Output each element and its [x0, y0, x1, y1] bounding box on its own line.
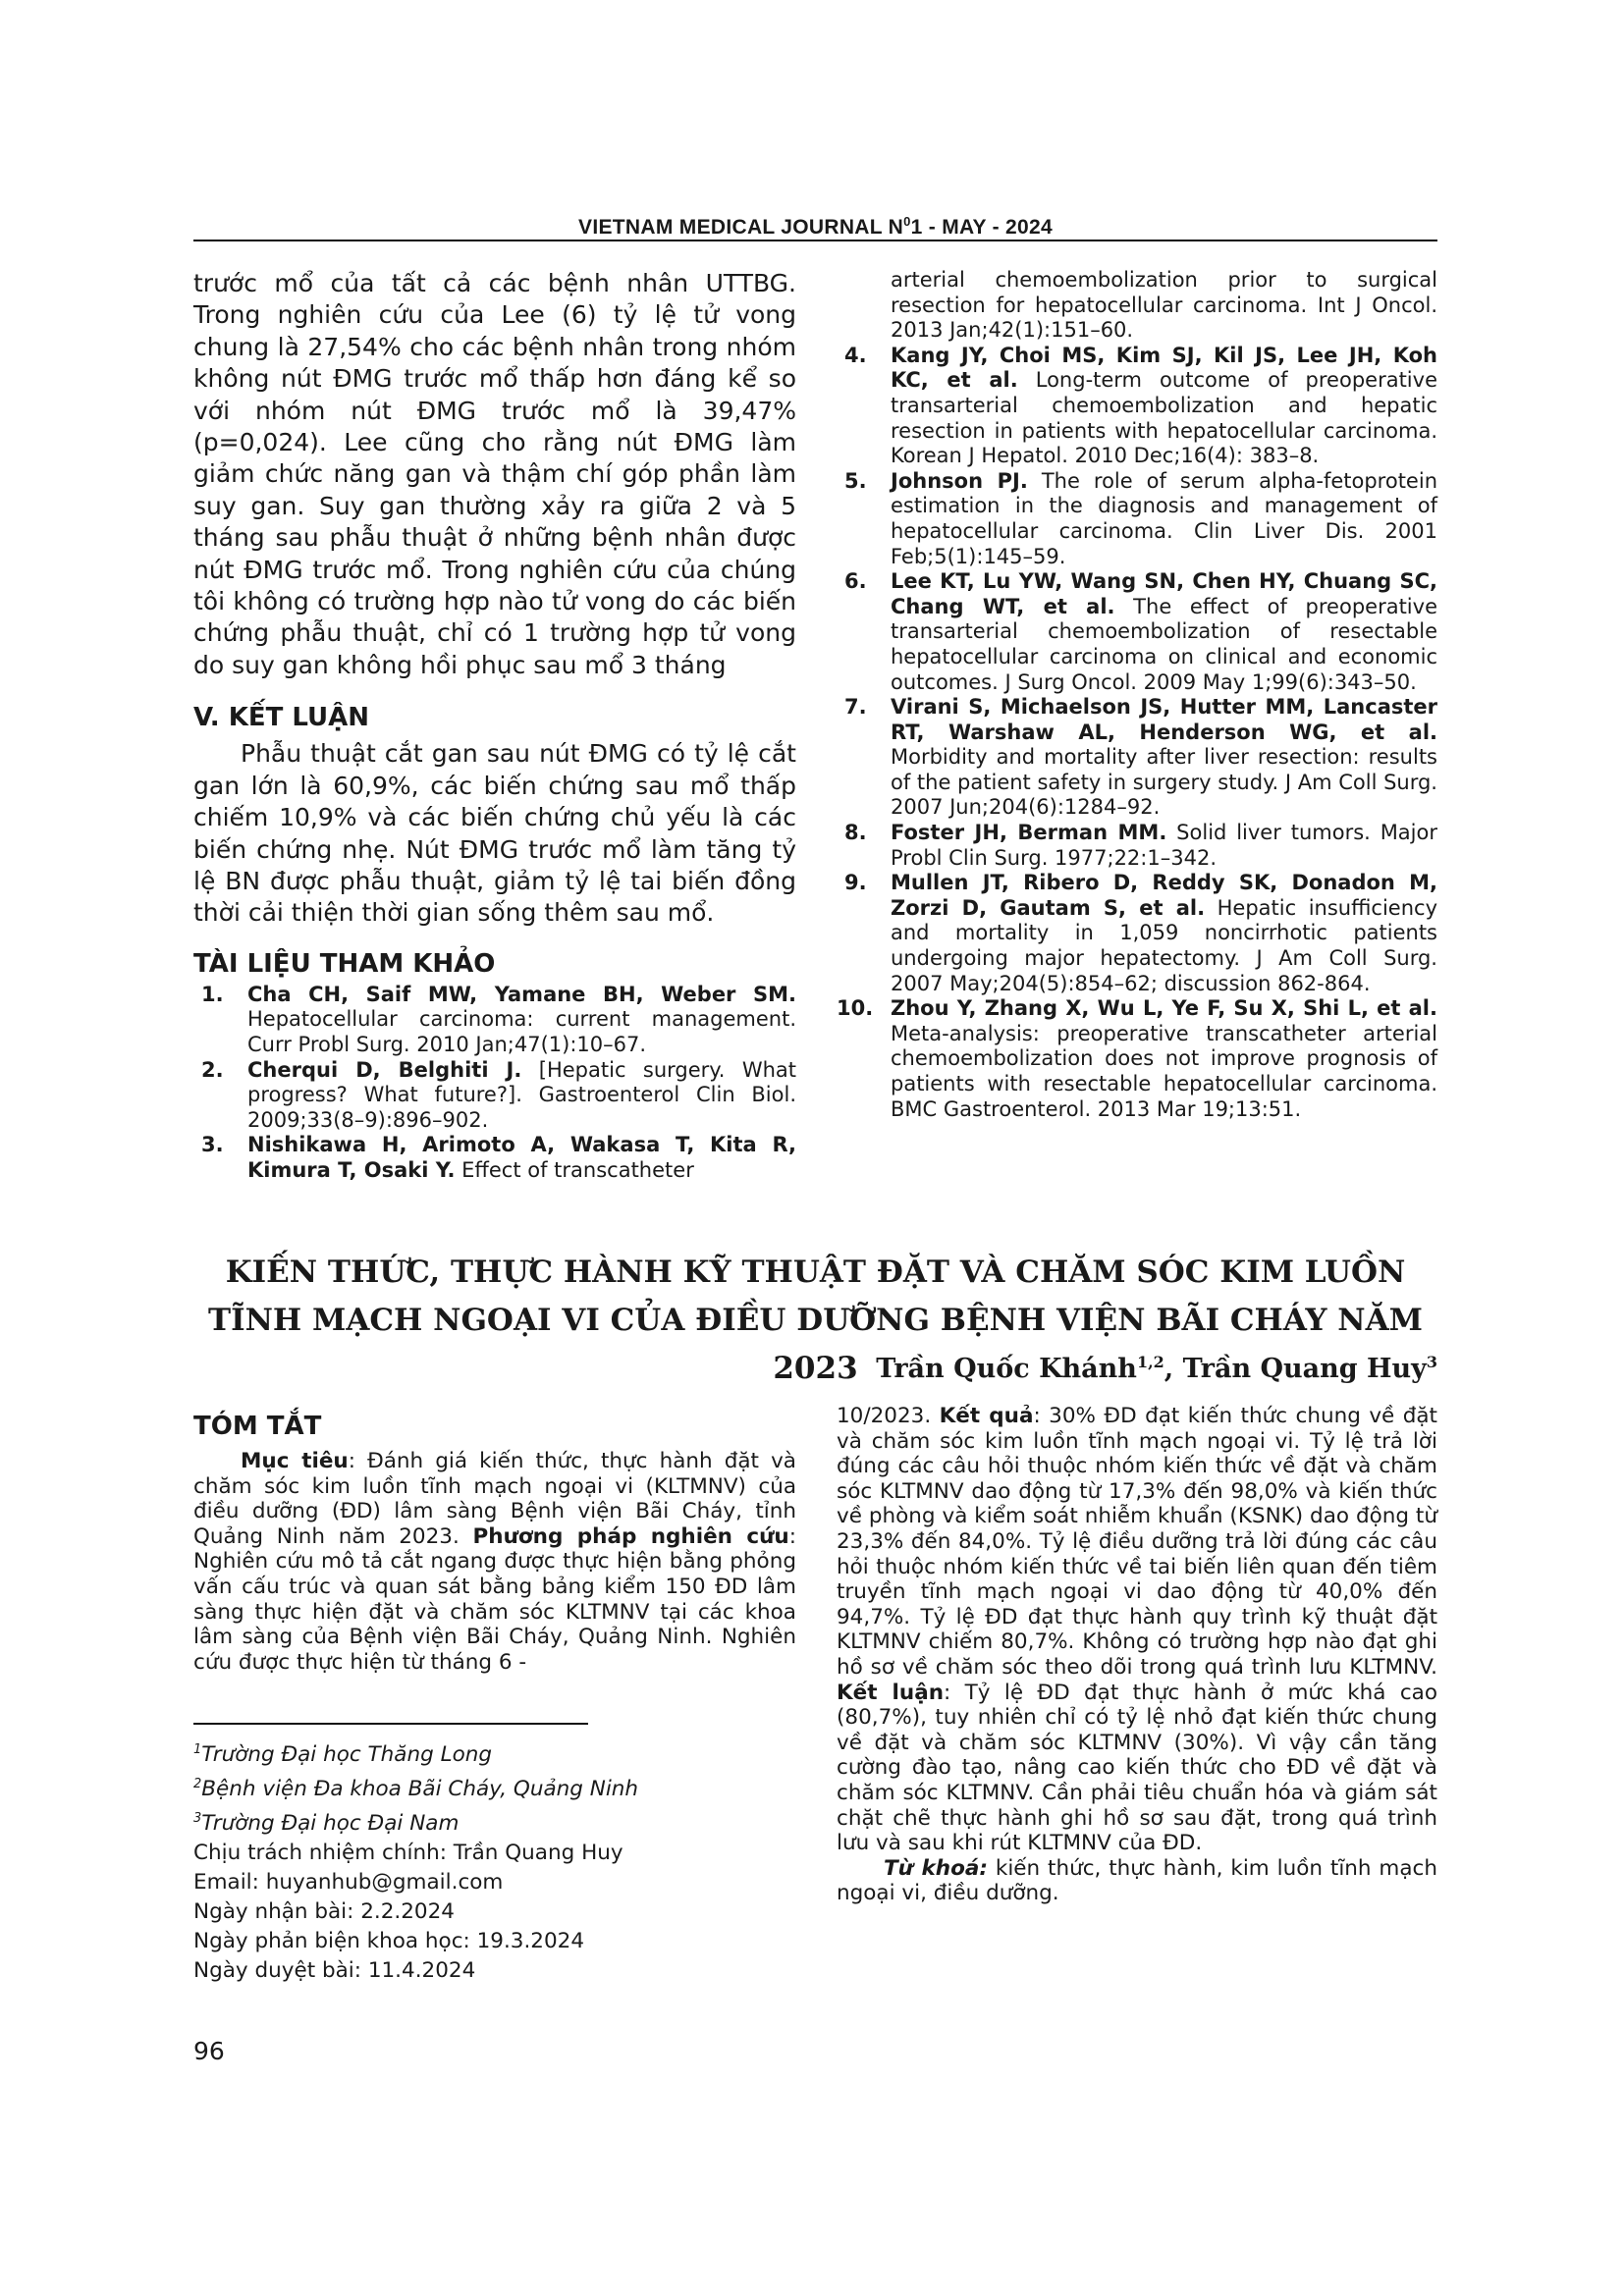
- date-received: Ngày nhận bài: 2.2.2024: [193, 1899, 455, 1925]
- conclusion-paragraph: Phẫu thuật cắt gan sau nút ĐMG có tỷ lệ cắt gan lớn là 60,9%, các biến chứng sau mổ thấp chiếm 10,9% và các biến chứng chủ yếu là các biến chứng nhẹ. Nút ĐMG trước mổ làm tăng tỷ lệ BN được phẫu thuật, giảm tỷ lệ tai biến đồng thời cải thiện thời gian sống thêm sau mổ.: [193, 739, 796, 928]
- left-column: [193, 268, 796, 1183]
- reference-3-continued: arterial chemoembolization prior to surgical resection for hepatocellular carcinoma. Int J Oncol. 2013 Jan;42(1):151–60.: [891, 268, 1437, 343]
- responsible-author: Chịu trách nhiệm chính: Trần Quang Huy: [193, 1841, 623, 1866]
- reference-item: 2. Cherqui D, Belghiti J. [Hepatic surgery. What progress? What future?]. Gastroenterol Clin Biol. 2009;33(8–9):896–902.: [201, 1057, 796, 1132]
- keywords: Từ khoá: kiến thức, thực hành, kim luồn tĩnh mạch ngoại vi, điều dưỡng.: [837, 1855, 1437, 1906]
- reference-item: 3. Nishikawa H, Arimoto A, Wakasa T, Kita R, Kimura T, Osaki Y. Effect of transcatheter: [201, 1133, 796, 1182]
- header-rule: [193, 240, 1437, 241]
- reference-item: 1. Cha CH, Saif MW, Yamane BH, Weber SM. Hepatocellular carcinoma: current management. Curr Probl Surg. 2010 Jan;47(1):10–67.: [201, 982, 796, 1056]
- date-approved: Ngày duyệt bài: 11.4.2024: [193, 1958, 476, 1984]
- email: Email: huyanhub@gmail.com: [193, 1870, 504, 1896]
- conclusion-heading: V. KẾT LUẬN: [193, 703, 370, 733]
- reference-item: 7. Virani S, Michaelson JS, Hutter MM, Lancaster RT, Warshaw AL, Henderson WG, et al. Morbidity and mortality after liver resection: results of the patient safety in surgery study. J Am Coll Surg. 2007 Jun;204(6):1284–92.: [844, 695, 1437, 820]
- abstract-left: [193, 1412, 796, 1675]
- reference-item: 9. Mullen JT, Ribero D, Reddy SK, Donadon M, Zorzi D, Gautam S, et al. Hepatic insufficiency and mortality in 1,059 noncirrhotic patients undergoing major hepatectomy. J Am Coll Surg. 2007 May;204(5):854–62; discussion 862-864.: [844, 871, 1438, 995]
- right-column: [837, 268, 1437, 1122]
- affiliation-3: $^3$Trường Đại học Đại Nam: [193, 1811, 460, 1837]
- affiliation-1: $^1$Trường Đại học Thăng Long: [193, 1742, 493, 1768]
- abstract-heading: TÓM TẮT: [193, 1412, 322, 1441]
- article-title: KIẾN THỨC, THỰC HÀNH KỸ THUẬT ĐẶT VÀ CHĂM SÓC KIM LUỒN TĨNH MẠCH NGOẠI VI CỦA ĐIỀU DƯỠNG BỆNH VIỆN BÃI CHÁY NĂM 2023: [208, 1255, 1423, 1386]
- discussion-paragraph: trước mổ của tất cả các bệnh nhân UTTBG. Trong nghiên cứu của Lee (6) tỷ lệ tử vong chung là 27,54% cho các bệnh nhân trong nhóm không nút ĐMG trước mổ thấp hơn đáng kể so với nhóm nút ĐMG trước mổ là 39,47% (p=0,024). Lee cũng cho rằng nút ĐMG làm giảm chức năng gan và thậm chí góp phần làm suy gan. Suy gan thường xảy ra giữa 2 và 5 tháng sau phẫu thuật ở những bệnh nhân được nút ĐMG trước mổ. Trong nghiên cứu của chúng tôi không có trường hợp nào tử vong do các biến chứng phẫu thuật, chỉ có 1 trường hợp tử vong do suy gan không hồi phục sau mổ 3 tháng: [193, 269, 796, 679]
- reference-item: 4. Kang JY, Choi MS, Kim SJ, Kil JS, Lee JH, Koh KC, et al. Long-term outcome of preoperative transarterial chemoembolization and hepatic resection in patients with hepatocellular carcinoma. Korean J Hepatol. 2010 Dec;16(4): 383–8.: [844, 343, 1437, 468]
- reference-item: 6. Lee KT, Lu YW, Wang SN, Chen HY, Chuang SC, Chang WT, et al. The effect of preoperative transarterial chemoembolization of resectable hepatocellular carcinoma on clinical and economic outcomes. J Surg Oncol. 2009 May 1;99(6):343–50.: [844, 569, 1437, 694]
- references-list-right: [837, 344, 1437, 1122]
- references-heading: TÀI LIỆU THAM KHẢO: [193, 948, 496, 979]
- reference-item: 5. Johnson PJ. The role of serum alpha-fetoprotein estimation in the diagnosis and management of hepatocellular carcinoma. Clin Liver Dis. 2001 Feb;5(1):145–59.: [844, 468, 1438, 568]
- reference-item: 10. Zhou Y, Zhang X, Wu L, Ye F, Su X, Shi L, et al. Meta-analysis: preoperative transcatheter arterial chemoembolization does not improve prognosis of patients with resectable hepatocellular carcinoma. BMC Gastroenterol. 2013 Mar 19;13:51.: [837, 996, 1437, 1121]
- date-reviewed: Ngày phản biện khoa học: 19.3.2024: [193, 1929, 585, 1954]
- references-list-left: [193, 983, 796, 1184]
- affiliation-2: $^2$Bệnh viện Đa khoa Bãi Cháy, Quảng Ninh: [193, 1777, 639, 1802]
- journal-header: VIETNAM MEDICAL JOURNAL $N^01$ - MAY - 2024: [578, 214, 1053, 239]
- page-number: 96: [193, 2037, 225, 2065]
- abstract-right: [837, 1404, 1437, 1906]
- article-authors: Trần Quốc Khánh$^{1,2}$, Trần Quang Huy$^3$: [876, 1353, 1437, 1384]
- abstract-paragraph-continued: 10/2023. Kết quả: 30% ĐD đạt kiến thức chung về đặt và chăm sóc kim luồn tĩnh mạch ngoại vi. Tỷ lệ trả lời đúng các câu hỏi thuộc nhóm kiến thức về đặt và chăm sóc KLTMNV dao động từ 17,3% đến 98,0% và kiến thức về phòng và kiểm soát nhiễm khuẩn (KSNK) dao động từ 23,3% đến 84,0%. Tỷ lệ điều dưỡng trả lời đúng các câu hỏi thuộc nhóm kiến thức về tai biến liên quan đến tiêm truyền tĩnh mạch ngoại vi dao động từ 40,0% đến 94,7%. Tỷ lệ ĐD đạt thực hành quy trình kỹ thuật đặt KLTMNV chiếm 80,7%. Không có trường hợp nào đạt ghi hồ sơ về chăm sóc theo dõi trong quá trình lưu KLTMNV. Kết luận: Tỷ lệ ĐD đạt thực hành ở mức khá cao (80,7%), tuy nhiên chỉ có tỷ lệ nhỏ đạt kiến thức chung về đặt và chăm sóc KLTMNV (30%). Vì vậy cần tăng cường đào tạo, nâng cao kiến thức cho ĐD về đặt và chăm sóc KLTMNV. Cần phải tiêu chuẩn hóa và giám sát chặt chẽ thực hành ghi hồ sơ sau đặt, trong quá trình lưu và sau khi rút KLTMNV của ĐD.: [837, 1404, 1437, 1856]
- footnotes: [193, 1735, 796, 1986]
- abstract-paragraph: Mục tiêu: Đánh giá kiến thức, thực hành đặt và chăm sóc kim luồn tĩnh mạch ngoại vi (KLTMNV) của điều dưỡng (ĐD) lâm sàng Bệnh viện Bãi Cháy, tỉnh Quảng Ninh năm 2023. Phương pháp nghiên cứu: Nghiên cứu mô tả cắt ngang được thực hiện bằng phỏng vấn cấu trúc và quan sát bằng bảng kiểm 150 ĐD lâm sàng thực hiện đặt và chăm sóc KLTMNV tại các khoa lâm sàng của Bệnh viện Bãi Cháy, Quảng Ninh. Nghiên cứu được thực hiện từ tháng 6 -: [193, 1449, 796, 1675]
- reference-item: 8. Foster JH, Berman MM. Solid liver tumors. Major Probl Clin Surg. 1977;22:1–342.: [844, 821, 1437, 870]
- footnote-rule: [193, 1723, 588, 1725]
